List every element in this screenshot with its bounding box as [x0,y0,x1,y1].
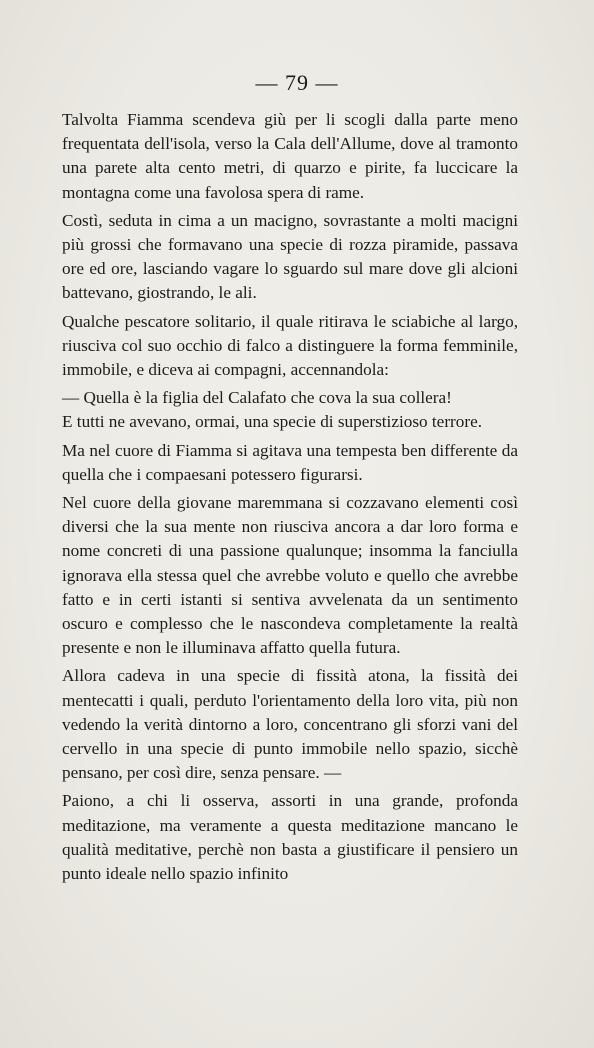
page-number: — 79 — [255,70,339,95]
paragraph: Costì, seduta in cima a un macigno, sovrastante a molti macigni più grossi che formavano una specie di rozza piramide, passava ore ed ore, lasciando vagare lo sguardo sul mare dove gli alcioni battevano, giostrando, le ali. [62,210,518,303]
paragraph: Paiono, a chi li osserva, assorti in una grande, profonda meditazione, ma veramente a questa meditazione mancano le qualità meditative, perchè non basta a giustificare il pensiero un punto ideale nello spazio infinito [62,791,518,884]
paragraph: Nel cuore della giovane maremmana si cozzavano elementi così diversi che la sua mente non riusciva ancora a dar loro forma e nome concreti di una passione qualunque; insomma la fanciulla ignorava ella stessa quel che avrebbe voluto e quello che avrebbe fatto e in certi istanti si sentiva avvelenata da un sentimento oscuro e complesso che le nascondeva completamente la realtà presente e non le illuminava affatto quella futura. [62,493,518,658]
paragraph: Ma nel cuore di Fiamma si agitava una tempesta ben differente da quella che i compaesani potessero figurarsi. [62,440,518,484]
paragraph: Allora cadeva in una specie di fissità atona, la fissità dei mentecatti i quali, perduto l'orientamento della loro vita, più non vedendo la verità dintorno a loro, concentrano gli sforzi vani del cervello in una specie di punto immobile nello spazio, sicchè pensano, per così dire, senza pensare. — [62,666,518,783]
paragraph: E tutti ne avevano, ormai, una specie di superstizioso terrore. [62,412,483,432]
paragraph: Talvolta Fiamma scendeva giù per li scogli dalla parte meno frequentata dell'isola, verso la Cala dell'Allume, dove al tramonto una parete alta cento metri, di quarzo e pirite, fa luccicare la montagna come una favolosa spera di rame. [62,110,518,202]
dialogue-line: — Quella è la figlia del Calafato che cova la sua collera! [62,388,452,408]
paragraph: Qualche pescatore solitario, il quale ritirava le sciabiche al largo, riusciva col suo occhio di falco a distinguere la forma femminile, immobile, e diceva ai compagni, accennandola: [62,311,518,380]
body-text [62,108,518,890]
